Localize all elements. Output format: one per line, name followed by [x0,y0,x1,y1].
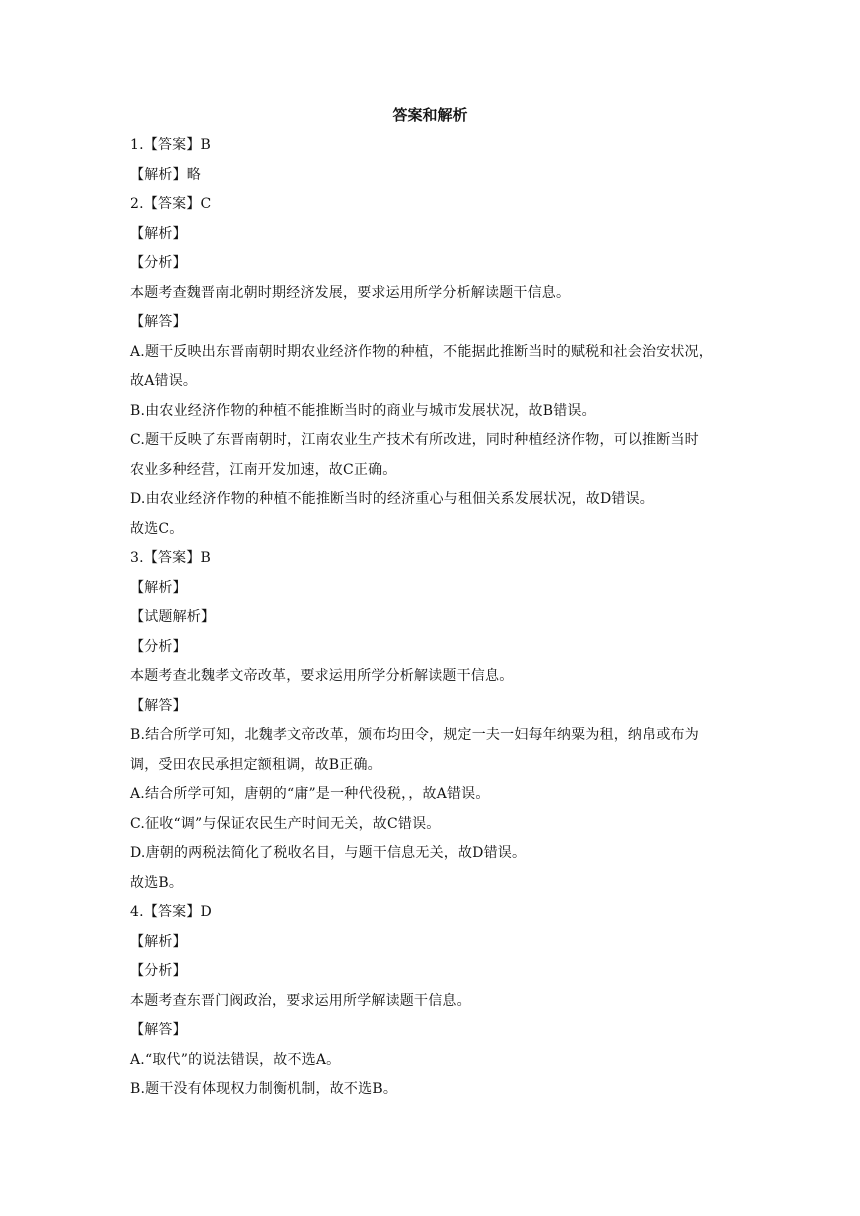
document-body [130,131,746,1105]
text-line: 3.【答案】B [130,550,212,566]
text-line: 调，受田农民承担定额租调，故B正确。 [130,756,382,773]
text-line: 【解答】 [130,1022,187,1038]
text-line: 1.【答案】B [130,137,212,153]
text-line: 故选B。 [130,874,184,891]
text-line: 【解析】 [130,579,187,596]
text-line: A.“取代”的说法错误，故不选A。 [130,1051,341,1068]
text-line: 4.【答案】D [130,904,212,920]
text-line: A.结合所学可知，唐朝的“庸”是一种代役税，，故A错误。 [130,786,490,802]
text-line: 【分析】 [130,255,187,271]
text-line: D.唐朝的两税法简化了税收名目，与题干信息无关，故D错误。 [130,845,527,861]
text-line: A.题干反映出东晋南朝时期农业经济作物的种植，不能据此推断当时的赋税和社会治安状况， [130,343,713,360]
text-line: 【试题解析】 [130,609,216,625]
text-line: 本题考查东晋门阀政治，要求运用所学解读题干信息。 [130,992,471,1009]
text-line: 故A错误。 [130,373,198,389]
text-line: 2.【答案】C [130,196,212,212]
text-line: 【分析】 [130,963,187,979]
text-line: 故选C。 [130,520,184,537]
text-line: C.征收“调”与保证农民生产时间无关，故C错误。 [130,815,441,832]
text-line: 【解答】 [130,314,187,330]
text-line: B.由农业经济作物的种植不能推断当时的商业与城市发展状况，故B错误。 [130,402,596,419]
text-line: 【解析】 [130,225,187,242]
text-line: C.题干反映了东晋南朝时，江南农业生产技术有所改进，同时种植经济作物，可以推断当时 [130,432,699,448]
text-line: 本题考查北魏孝文帝改革，要求运用所学分析解读题干信息。 [130,668,514,684]
text-line: B.题干没有体现权力制衡机制，故不选B。 [130,1081,398,1097]
text-line: B.结合所学可知，北魏孝文帝改革，颁布均田令，规定一夫一妇每年纳粟为租，纳帛或布为 [130,727,699,743]
text-line: 【解析】略 [130,166,201,183]
text-line: 农业多种经营，江南开发加速，故C正确。 [130,461,397,478]
text-line: D.由农业经济作物的种植不能推断当时的经济重心与租佃关系发展状况，故D错误。 [130,491,654,507]
text-line: 【解析】 [130,933,187,950]
document-title: 答案和解析 [392,106,468,124]
text-line: 本题考查魏晋南北朝时期经济发展，要求运用所学分析解读题干信息。 [130,284,571,301]
text-line: 【解答】 [130,697,187,714]
text-line: 【分析】 [130,638,187,655]
